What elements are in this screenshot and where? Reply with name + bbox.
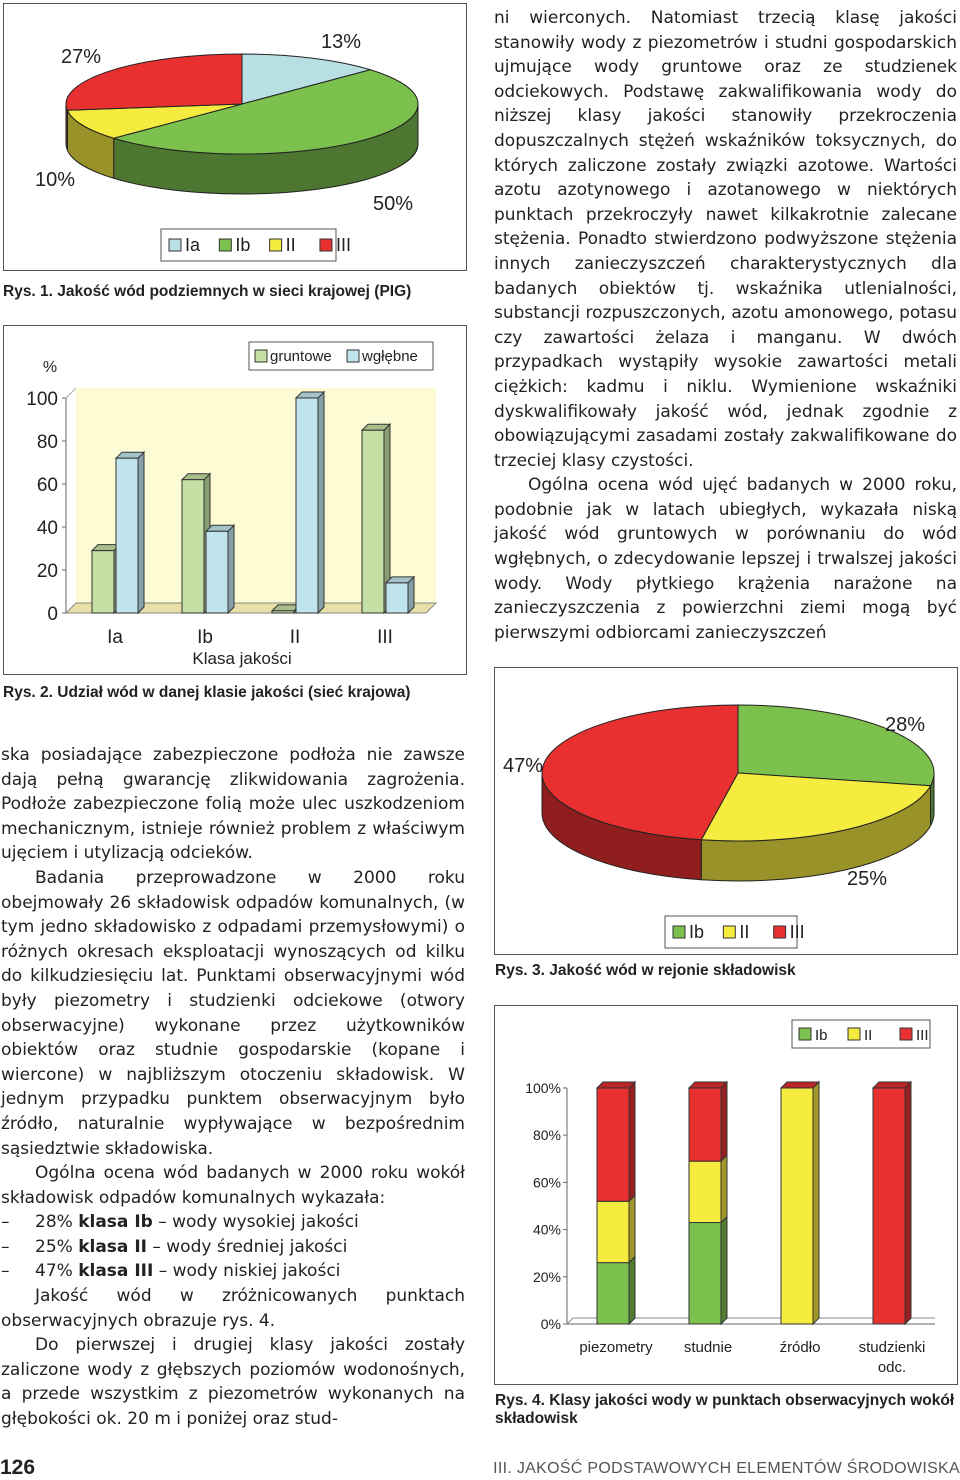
fig3-caption: Rys. 3. Jakość wód w rejonie składowisk <box>495 962 796 979</box>
left-paragraph-5: Do pierwszej i drugiej klasy jakości zostały zaliczone wody z głębszych poziomów wodonośnych, a przede wszystkim z piezometrów wykonanych na głębokości ok. 20 m i poniżej oraz stud- <box>1 1335 465 1430</box>
pie-value-label-III: 47% <box>502 755 544 777</box>
bar-top <box>873 1082 911 1088</box>
legend-label-II: II <box>285 235 296 255</box>
left-paragraph-1: ska posiadające zabezpieczone podłoża nie zawsze dają pełną gwarancję zlikwidowania zagrożenia. Podłoże zabezpieczone folią może ulec uszkodzeniom mechanicznym, istnieje również problem z właściwym ujęciem i utylizacją odcieków. <box>1 745 465 864</box>
legend-label-Ib: Ib <box>689 922 705 942</box>
bar-II-0 <box>597 1201 629 1262</box>
fig2-bar-chart <box>4 326 466 674</box>
legend-swatch-III <box>320 239 332 251</box>
right-paragraph-1: ni wierconych. Natomiast trzecią klasę jakości stanowiły wody z piezometrów i studni gospodarskich ujmujące wody gruntowe oraz ze studzienek odciekowych. Podstawę zakwalifikowania wody do niższej klasy jakości stanowiły przekroczenia dopuszczalnych stężeń wskaźników toksycznych, do których zaliczone zostały związki azotowe. Wartości azotu azotynowego i azotanowego w niektórych punktach przekroczyły nawet kilkakrotnie zalecane stężenia. Ponadto stwierdzono podwyższone stężenia innych zanieczyszczeń charakterystycznych dla badanych obiektów tj. wskaźnika utlenialności, substancji rozpuszczonych, azotu amonowego, potasu czy zawartości żelaza i manganu. W dwóch przypadkach wystąpiły wysokie zawartości metali ciężkich: kadmu i niklu. Wymienione wskaźniki dyskwalifikowały jakość wód, jednak zgodnie z obowiązującymi zasadami zostały zakwalifikowane do trzeciej klasy czystości. <box>494 8 957 471</box>
x-tick-label-II: II <box>289 627 301 648</box>
x-axis-label: Klasa jakości <box>192 649 292 668</box>
x-tick-label: studzienki <box>858 1339 926 1356</box>
bar-gruntowe-II <box>272 611 294 613</box>
legend-label-II: II <box>864 1027 873 1044</box>
bar-Ib-1 <box>689 1223 721 1324</box>
legend-label-III: III <box>335 235 351 255</box>
figure-4 <box>494 1005 958 1385</box>
x-tick-label: studnie <box>683 1339 733 1356</box>
y-tick-label: 60 <box>36 475 58 496</box>
pie-value-label-Ia: 13% <box>320 31 362 53</box>
figure-3 <box>494 667 958 955</box>
pie-value-label-III: 27% <box>60 46 102 68</box>
y-axis-label: % <box>42 359 58 376</box>
pie-value-label-Ib: 28% <box>884 714 926 736</box>
legend-swatch-III <box>774 926 786 938</box>
bar-top <box>689 1082 727 1088</box>
axis-depth <box>567 1318 573 1324</box>
figure-2 <box>3 325 467 675</box>
bar-side-III <box>905 1082 911 1324</box>
bar-gruntowe-Ia <box>92 551 114 613</box>
bar-side-wgłębne <box>318 392 324 613</box>
bar-side-II <box>813 1082 819 1324</box>
x-tick-label: odc. <box>877 1359 907 1376</box>
y-tick-label: 80% <box>532 1127 561 1144</box>
legend-swatch-II <box>723 926 735 938</box>
left-column-text <box>1 743 465 1432</box>
legend-swatch-Ib <box>219 239 231 251</box>
x-tick-label: piezometry <box>579 1339 653 1356</box>
legend-swatch-Ib <box>673 926 685 938</box>
left-paragraph-4: Jakość wód w zróżnicowanych punktach obserwacyjnych obrazuje rys. 4. <box>1 1286 465 1331</box>
legend-label-gruntowe: gruntowe <box>270 348 332 365</box>
x-tick-label: źródło <box>779 1339 821 1356</box>
legend-swatch-wglebne <box>347 350 359 362</box>
legend-label-Ib: Ib <box>815 1027 828 1044</box>
list-item: – 25% klasa II – wody średniej jakości <box>1 1236 348 1257</box>
bar-III-3 <box>873 1088 905 1324</box>
legend-label-II: II <box>739 922 750 942</box>
pie-value-label-Ib: 50% <box>372 193 414 215</box>
running-title: III. JAKOŚĆ PODSTAWOWYCH ELEMENTÓW ŚRODOWISKA <box>493 1460 960 1477</box>
legend-swatch-gruntowe <box>255 350 267 362</box>
bar-side-wgłębne <box>228 525 234 613</box>
y-tick-label: 60% <box>532 1174 561 1191</box>
bar-top <box>597 1082 635 1088</box>
bar-gruntowe-III <box>362 430 384 613</box>
bar-gruntowe-Ib <box>182 480 204 613</box>
bar-side-Ib <box>721 1217 727 1324</box>
pie-value-label-II: 25% <box>846 868 888 890</box>
y-tick-label: 80 <box>36 432 58 453</box>
bar-top <box>781 1082 819 1088</box>
bar-wgłębne-Ib <box>206 531 228 613</box>
legend-label-Ia: Ia <box>185 235 201 255</box>
bar-side-II <box>629 1195 635 1262</box>
legend-label-Ib: Ib <box>235 235 251 255</box>
bar-side-Ib <box>629 1257 635 1324</box>
legend-label-wglebne: wgłębne <box>362 348 418 365</box>
page-number: 126 <box>0 1456 36 1479</box>
list-item: – 47% klasa III – wody niskiej jakości <box>1 1261 341 1282</box>
fig4-stacked-bar-chart <box>495 1006 957 1384</box>
y-tick-label: 0 <box>47 604 58 625</box>
bar-side-wgłębne <box>138 452 144 613</box>
list-item: – 28% klasa Ib – wody wysokiej jakości <box>1 1212 359 1233</box>
bar-side-II <box>721 1155 727 1222</box>
left-paragraph-2: Badania przeprowadzone w 2000 roku obejmowały 26 składowisk odpadów komunalnych, (w tym jedno składowisko z odpadami przemysłowymi) o różnych okresach eksploatacji wynoszących od kilku do kilkudziesięciu lat. Punktami obserwacyjnymi wód były piezometry i studzienki odciekowe (otwory obserwacyjne) wykonane przez użytkowników obiektów oraz studnie gospodarskie (kopane i wiercone) w najbliższym otoczeniu składowisk. W jednym przypadku punktem obserwacyjnym było źródło, naturalnie wypływające w bezpośrednim sąsiedztwie składowiska. <box>1 867 465 1159</box>
y-tick-label: 20 <box>36 561 58 582</box>
y-tick-label: 100 <box>26 389 58 410</box>
bar-Ib-0 <box>597 1263 629 1324</box>
bar-wgłębne-Ia <box>116 458 138 613</box>
bar-wgłębne-II <box>296 398 318 613</box>
y-tick-label: 0% <box>540 1316 561 1332</box>
y-tick-label: 40 <box>36 518 58 539</box>
x-tick-label-Ia: Ia <box>107 627 123 648</box>
fig3-pie-chart <box>495 668 957 954</box>
x-tick-label-III: III <box>377 627 393 648</box>
right-column-text <box>494 6 957 645</box>
x-tick-label-Ib: Ib <box>197 627 213 648</box>
legend-swatch-III <box>900 1028 912 1040</box>
legend-label-III: III <box>789 922 805 942</box>
legend-swatch-II <box>270 239 282 251</box>
legend-swatch-II <box>848 1028 860 1040</box>
fig4-caption: Rys. 4. Klasy jakości wody w punktach obserwacyjnych wokół składowisk <box>495 1392 955 1427</box>
bar-III-0 <box>597 1088 629 1201</box>
y-tick-label: 40% <box>532 1221 561 1238</box>
y-tick-label: 100% <box>525 1080 561 1096</box>
bar-wgłębne-III <box>386 583 408 613</box>
legend-swatch-Ia <box>169 239 181 251</box>
fig2-caption: Rys. 2. Udział wód w danej klasie jakości (sieć krajowa) <box>3 684 411 701</box>
bar-side-III <box>629 1082 635 1201</box>
right-paragraph-2: Ogólna ocena wód ujęć badanych w 2000 roku, podobnie jak w latach ubiegłych, wykazała niską jakość wód gruntowych w porównaniu do wód wgłębnych, o zdecydowanie lepszej i trwalszej jakości wody. Wody płytkiego krążenia narażone na zanieczyszczenia z powierzchni ziemi mogą być pierwszymi odbiorcami zanieczyszczeń <box>494 475 957 643</box>
figure-1 <box>3 3 467 271</box>
bar-side-III <box>721 1082 727 1161</box>
bar-III-1 <box>689 1088 721 1161</box>
fig1-pie-chart <box>4 4 466 270</box>
legend-label-III: III <box>916 1027 929 1044</box>
bar-II-1 <box>689 1161 721 1222</box>
bar-II-2 <box>781 1088 813 1324</box>
y-tick-label: 20% <box>532 1268 561 1285</box>
y-axis-depth <box>66 388 76 398</box>
legend-swatch-Ib <box>799 1028 811 1040</box>
pie-value-label-II: 10% <box>34 169 76 191</box>
fig1-caption: Rys. 1. Jakość wód podziemnych w sieci krajowej (PIG) <box>3 283 412 300</box>
left-paragraph-3: Ogólna ocena wód badanych w 2000 roku wokół składowisk odpadów komunalnych wykazała: <box>1 1163 465 1208</box>
